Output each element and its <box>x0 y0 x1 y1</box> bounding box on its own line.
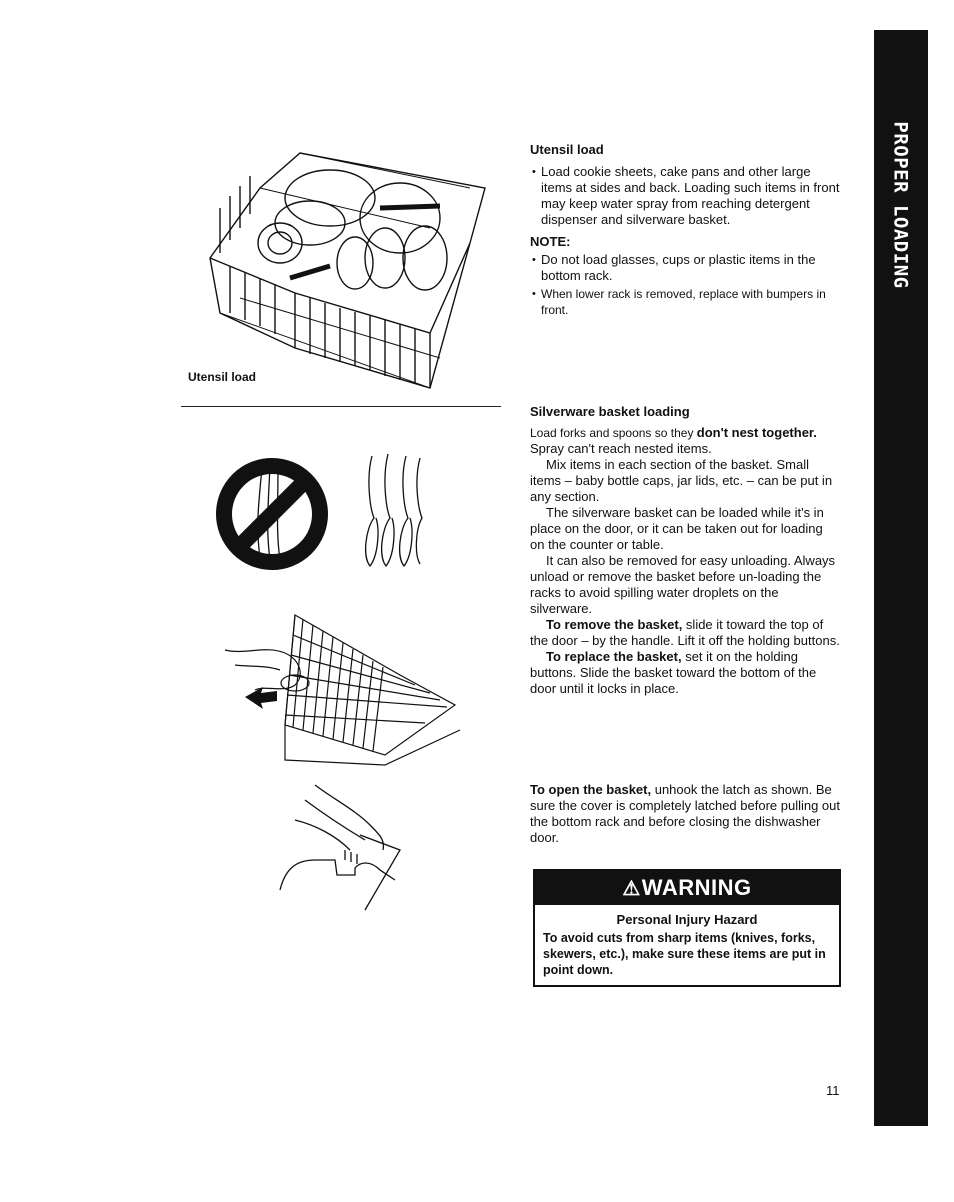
no-nest-illustration <box>220 448 430 573</box>
open-bold: To open the basket, <box>530 782 652 797</box>
utensil-section <box>530 142 840 318</box>
side-tab-label <box>874 121 928 289</box>
open-rest: unhook the latch as shown. Be sure the cover is completely latched before pulling out the bottom rack and before closing the dishwasher door. <box>530 782 841 845</box>
open-basket-illustration <box>275 780 405 910</box>
note-heading: NOTE: <box>530 234 571 249</box>
note-bullet-2: • When lower rack is removed, replace with bumpers in front. <box>530 286 840 318</box>
note-bullet-1: • Do not load glasses, cups or plastic items in the bottom rack. <box>530 252 840 284</box>
warning-triangle-icon: ⚠ <box>622 877 641 900</box>
remove-bold: To remove the basket, <box>546 617 683 632</box>
replace-bold: To replace the basket, <box>546 649 682 664</box>
utensil-load-caption: Utensil load <box>188 370 257 384</box>
remove-basket-illustration <box>225 605 465 765</box>
utensil-bullet: • Load cookie sheets, cake pans and other large items at sides and back. Loading such items in front may keep water spray from reaching detergent dispenser and silverware basket. <box>530 164 840 228</box>
silverware-heading: Silverware basket loading <box>530 404 690 419</box>
utensil-load-illustration <box>200 148 490 388</box>
page-number: 11 <box>826 1083 840 1098</box>
warning-subtitle: Personal Injury Hazard <box>616 912 758 927</box>
utensil-heading: Utensil load <box>530 142 604 157</box>
p1-rest: Spray can't reach nested items. <box>530 441 712 456</box>
section-divider <box>181 406 501 407</box>
remove-basket-paragraph <box>530 617 840 649</box>
p1-normal: Load forks and spoons so they <box>530 426 697 440</box>
silverware-paragraph-2: Mix items in each section of the basket. Small items – baby bottle caps, jar lids, etc. – can be put in any section. <box>530 457 833 504</box>
warning-box <box>533 869 841 987</box>
p1-bold: don't nest together. <box>696 425 817 440</box>
silverware-paragraph-3: The silverware basket can be loaded while it's in place on the door, or it can be taken out for loading on the counter or table. <box>530 505 824 552</box>
warning-banner <box>535 871 839 905</box>
replace-basket-paragraph <box>530 649 840 697</box>
silverware-paragraph-4: It can also be removed for easy unloading. Always unload or remove the basket before un-loading the racks to avoid spilling water droplets on the silverware. <box>530 553 836 616</box>
open-basket-paragraph <box>530 782 840 846</box>
replace-rest: set it on the holding buttons. Slide the basket toward the bottom of the door until it locks in place. <box>530 649 817 696</box>
silverware-paragraph-1 <box>530 425 840 457</box>
side-tab-text: PROPER LOADING <box>890 121 912 289</box>
warning-title: WARNING <box>641 875 752 900</box>
silverware-section <box>530 404 840 697</box>
warning-text: To avoid cuts from sharp items (knives, forks, skewers, etc.), make sure these items are put in point down. <box>543 931 826 977</box>
open-basket-section <box>530 782 840 846</box>
remove-rest: slide it toward the top of the door – by the handle. Lift it off the holding buttons. <box>530 617 840 648</box>
